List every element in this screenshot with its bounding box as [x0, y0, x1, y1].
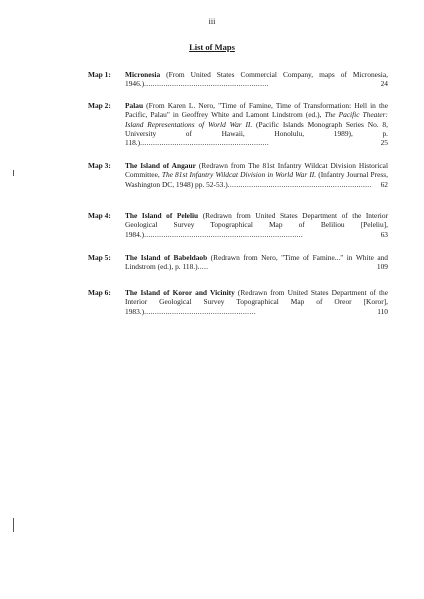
- map-title: The Island of Koror and Vicinity: [125, 288, 235, 297]
- map-title: Micronesia: [125, 70, 161, 79]
- map-title: Palau: [125, 101, 144, 110]
- map-label: Map 4:: [88, 211, 111, 220]
- map-source: (Redrawn from The 81st Infantry Wildcat Division Historical Committee,: [125, 161, 389, 180]
- map-source-italic: The Pacific Theater: Island Representations of World War II.: [125, 110, 388, 129]
- map-page-number: 24: [380, 79, 388, 89]
- list-item-map-2: [88, 101, 388, 147]
- map-description: [125, 211, 388, 239]
- map-page-number: 62: [380, 179, 388, 189]
- list-item-map-4: [88, 211, 388, 239]
- leader-dots: ............................................................: [140, 138, 269, 148]
- leader-dots: ..........................................................................: [144, 229, 304, 239]
- map-source: (Redrawn from United States Department of the Interior Geological Survey Topographical Map of Beliliou [Peleliu], 1984.): [125, 211, 388, 239]
- page-title: List of Maps: [189, 42, 235, 52]
- map-page-number: 109: [376, 262, 388, 272]
- map-description: [125, 101, 388, 147]
- map-description: [125, 253, 388, 272]
- map-source: (From United States Commercial Company, maps of Micronesia, 1946.): [125, 70, 388, 89]
- map-label: Map 3:: [88, 161, 111, 170]
- leader-dots: ..........................................................: [144, 79, 269, 89]
- map-source: (From Karen L. Nero, "Time of Famine, Time of Transformation: Hell in the Pacific, Palau" in Geoffrey White and Lamont Lindstrom (ed.),: [125, 101, 388, 120]
- leader-dots: ....................................................: [144, 306, 256, 316]
- map-source-cont: (Pacific Islands Monograph Series No. 8, University of Hawaii, Honolulu, 1989), p. 118.): [125, 119, 388, 148]
- map-page-number: 110: [377, 306, 388, 316]
- page-number: iii: [208, 17, 216, 26]
- map-page-number: 25: [380, 138, 388, 148]
- list-item-map-6: [88, 288, 388, 316]
- map-description: [125, 288, 388, 316]
- map-title: The Island of Angaur: [125, 161, 196, 170]
- scan-margin-mark: [13, 170, 14, 176]
- list-item-map-5: [88, 253, 388, 272]
- map-source: (Redrawn from United States Department of the Interior Geological Survey Topographical Map of Oreor [Koror], 1983.): [125, 288, 388, 316]
- map-description: [125, 161, 388, 189]
- map-label: Map 5:: [88, 253, 111, 262]
- leader-dots: ...................................................................: [227, 179, 372, 189]
- scan-margin-mark: [13, 518, 14, 532]
- list-item-map-1: [88, 70, 388, 89]
- map-page-number: 63: [380, 229, 388, 239]
- map-source: (Redrawn from Nero, "Time of Famine..." in White and Lindstrom (ed.), p. 118.): [125, 253, 388, 272]
- map-source-cont: (Infantry Journal Press, Washington DC, 1948) pp. 52-53.): [125, 170, 388, 189]
- list-item-map-3: [88, 161, 388, 189]
- map-label: Map 6:: [88, 288, 111, 297]
- map-title: The Island of Babeldaob: [125, 253, 208, 262]
- map-description: [125, 70, 388, 89]
- map-label: Map 2:: [88, 101, 111, 110]
- leader-dots: .....: [197, 262, 209, 272]
- map-source-italic: The 81st Infantry Wildcat Division in World War II.: [161, 170, 317, 180]
- map-title: The Island of Peleliu: [125, 211, 199, 220]
- map-label: Map 1:: [88, 70, 111, 79]
